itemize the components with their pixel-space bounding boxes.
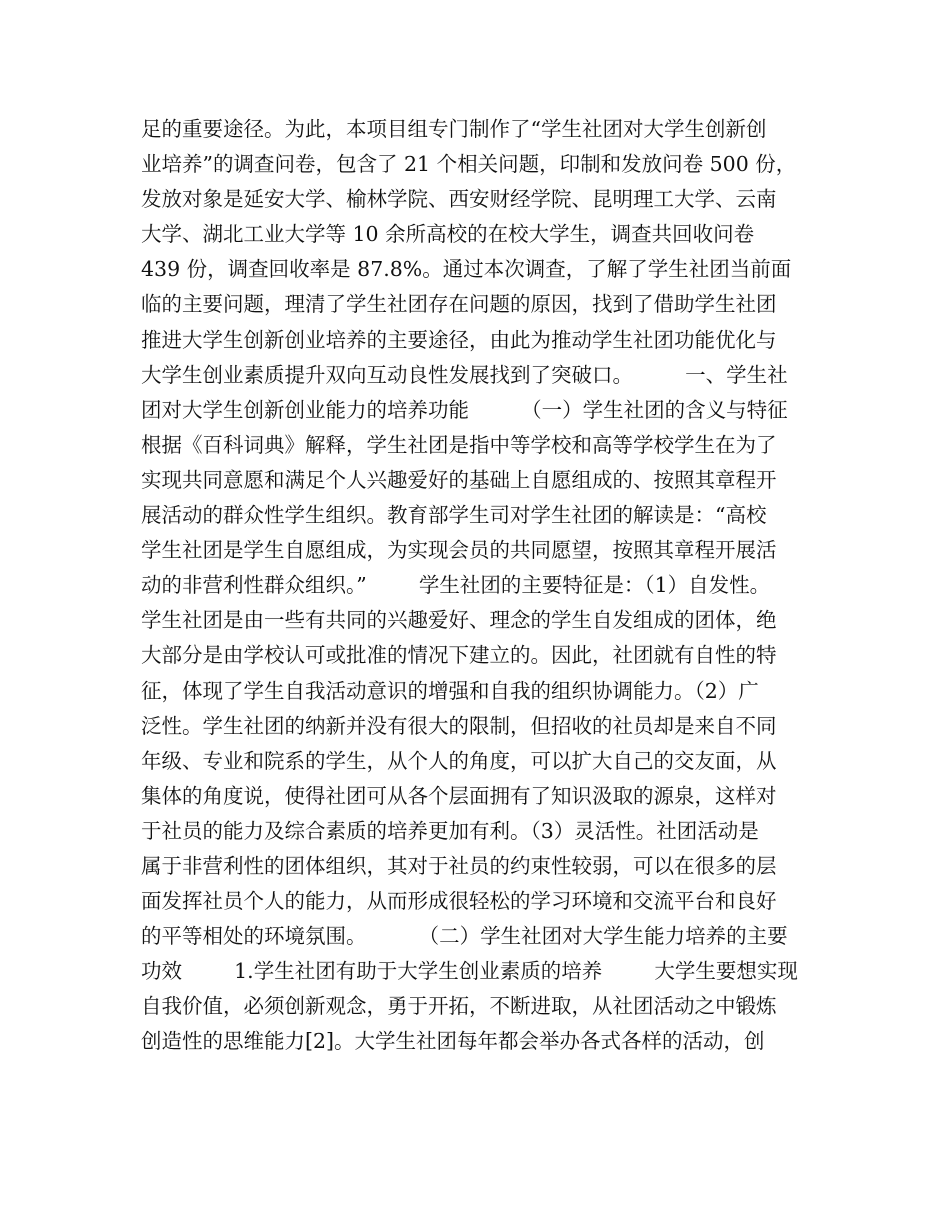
- text-line: 大部分是由学校认可或批准的情况下建立的。因此，社团就有自性的特: [141, 643, 777, 668]
- text-line: 发放对象是延安大学、榆林学院、西安财经学院、昆明理工大学、云南: [141, 187, 777, 212]
- text-line: 年级、专业和院系的学生，从个人的角度，可以扩大自己的交友面，从: [141, 748, 777, 773]
- text-line: 团对大学生创新创业能力的培养功能 （一）学生社团的含义与特征: [141, 397, 788, 422]
- text-line: 面发挥社员个人的能力，从而形成很轻松的学习环境和交流平台和良好: [141, 889, 777, 914]
- text-line: 动的非营利性群众组织。” 学生社团的主要特征是：（1）自发性。: [141, 573, 771, 598]
- text-line: 自我价值，必须创新观念，勇于开拓，不断进取，从社团活动之中锻炼: [141, 994, 777, 1019]
- text-line: 功效 1.学生社团有助于大学生创业素质的培养 大学生要想实现: [141, 959, 798, 984]
- text-line: 439 份，调查回收率是 87.8%。通过本次调查，了解了学生社团当前面: [141, 257, 792, 282]
- text-line: 的平等相处的环境氛围。 （二）学生社团对大学生能力培养的主要: [141, 924, 788, 949]
- text-line: 推进大学生创新创业培养的主要途径，由此为推动学生社团功能优化与: [141, 327, 777, 352]
- text-line: 大学生创业素质提升双向互动良性发展找到了突破口。 一、学生社: [141, 362, 788, 387]
- text-line: 展活动的群众性学生组织。教育部学生司对学生社团的解读是：“高校: [141, 503, 767, 528]
- text-line: 属于非营利性的团体组织，其对于社员的约束性较弱，可以在很多的层: [141, 853, 777, 878]
- text-line: 创造性的思维能力[2]。大学生社团每年都会举办各式各样的活动，创: [141, 1029, 765, 1054]
- text-line: 征，体现了学生自我活动意识的增强和自我的组织协调能力。（2）广: [141, 678, 759, 703]
- text-line: 足的重要途径。为此，本项目组专门制作了“学生社团对大学生创新创: [141, 117, 767, 141]
- text-line: 根据《百科词典》解释，学生社团是指中等学校和高等学校学生在为了: [141, 432, 777, 457]
- text-line: 泛性。学生社团的纳新并没有很大的限制，但招收的社员却是来自不同: [141, 713, 777, 738]
- text-line: 临的主要问题，理清了学生社团存在问题的原因，找到了借助学生社团: [141, 292, 777, 317]
- text-line: 于社员的能力及综合素质的培养更加有利。（3）灵活性。社团活动是: [141, 818, 759, 843]
- text-line: 业培养”的调查问卷，包含了 21 个相关问题，印制和发放问卷 500 份，: [141, 152, 797, 177]
- text-line: 学生社团是学生自愿组成，为实现会员的共同愿望，按照其章程开展活: [141, 538, 777, 563]
- text-line: 集体的角度说，使得社团可从各个层面拥有了知识汲取的源泉，这样对: [141, 783, 777, 808]
- body-text: [141, 112, 831, 1060]
- text-line: 实现共同意愿和满足个人兴趣爱好的基础上自愿组成的、按照其章程开: [141, 467, 777, 492]
- text-line: 学生社团是由一些有共同的兴趣爱好、理念的学生自发组成的团体，绝: [141, 608, 777, 633]
- text-line: 大学、湖北工业大学等 10 余所高校的在校大学生，调查共回收问卷: [141, 222, 755, 247]
